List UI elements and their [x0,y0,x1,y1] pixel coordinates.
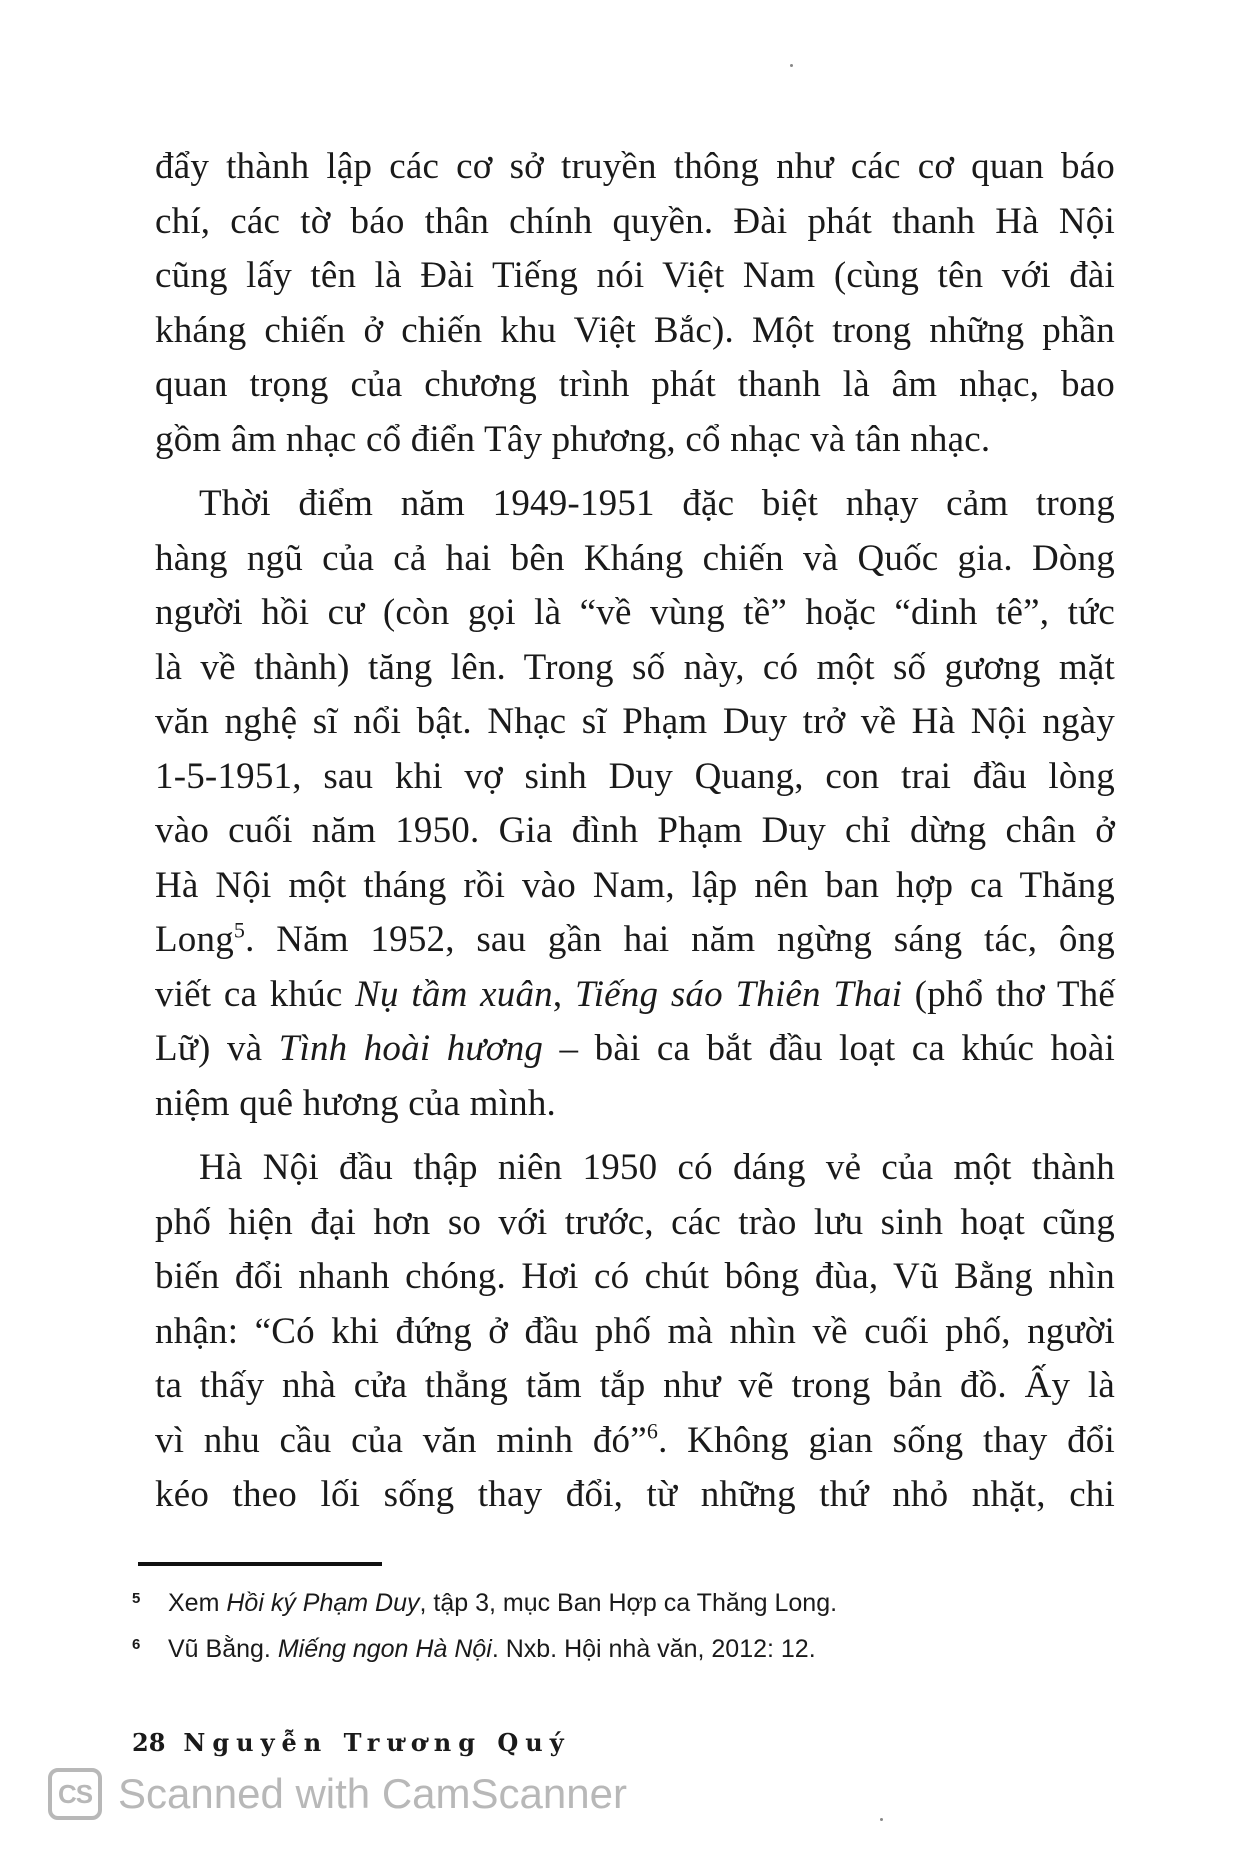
watermark-text: Scanned with CamScanner [118,1770,627,1817]
line-segment: . Không gian sống thay đổi [658,1419,1115,1461]
footnote-ref-6: 6 [646,1418,659,1444]
footnote-5 [132,1578,1132,1624]
text-line [155,913,1115,968]
footnote-ref-5: 5 [233,917,246,943]
song-title: Tình hoài hương [278,1028,544,1069]
text-line: Hà Nội đầu thập niên 1950 có dáng vẻ của một thành [199,1147,1115,1188]
page-footer [132,1728,571,1757]
line-segment: (phổ thơ Thế [902,973,1115,1015]
text-line: chí, các tờ báo thân chính quyền. Đài phát thanh Hà Nội [155,200,1115,242]
text-line: nhận: “Có khi đứng ở đầu phố mà nhìn về cuối phố, người [155,1310,1115,1352]
text-line: biến đổi nhanh chóng. Hơi có chút bông đùa, Vũ Bằng nhìn [155,1256,1115,1297]
text-line: cũng lấy tên là Đài Tiếng nói Việt Nam (cùng tên với đài [155,255,1115,296]
line-segment: , [552,973,575,1015]
text-line: người hồi cư (còn gọi là “về vùng tề” hoặc “dinh tê”, tức [155,592,1115,633]
text-line: kháng chiến ở chiến khu Việt Bắc). Một trong những phần [155,309,1115,351]
camscanner-logo-icon: CS [48,1768,102,1820]
footnote-text: , tập 3, mục Ban Hợp ca Thăng Long. [419,1589,838,1617]
scan-speck [880,1818,883,1821]
footnote-book-title: Hồi ký Phạm Duy [226,1589,420,1617]
text-line: kéo theo lối sống thay đổi, từ những thứ nhỏ nhặt, chi [155,1474,1115,1515]
body-text [155,140,1115,1523]
text-line: đẩy thành lập các cơ sở truyền thông như các cơ quan báo [155,146,1115,187]
text-line: là về thành) tăng lên. Trong số này, có một số gương mặt [155,646,1115,688]
text-line: niệm quê hương của mình. [155,1082,556,1124]
line-segment: Lữ) và [155,1028,279,1069]
song-title: Nụ tầm xuân [355,973,553,1015]
line-segment: – bài ca bắt đầu loạt ca khúc hoài [543,1028,1115,1069]
paragraph-2 [155,477,1115,1131]
text-line: 1-5-1951, sau khi vợ sinh Duy Quang, con trai đầu lòng [155,755,1115,797]
footnotes [132,1578,1132,1670]
text-line: ta thấy nhà cửa thẳng tăm tắp như vẽ trong bản đồ. Ấy là [155,1365,1115,1406]
line-segment: viết ca khúc [155,973,356,1015]
text-line: hàng ngũ của cả hai bên Kháng chiến và Quốc gia. Dòng [155,537,1115,579]
paragraph-1 [155,140,1115,467]
footnote-text: Xem [168,1589,227,1617]
author-name: Nguyễn Trương Quý [183,1728,571,1757]
text-line [155,1414,1115,1469]
footnote-6 [132,1624,1132,1670]
text-line: Thời điểm năm 1949-1951 đặc biệt nhạy cảm trong [199,483,1115,524]
text-line: Hà Nội một tháng rồi vào Nam, lập nên ban hợp ca Thăng [155,864,1115,906]
text-line [155,1022,1115,1077]
text-line: gồm âm nhạc cổ điển Tây phương, cổ nhạc và tân nhạc. [155,418,991,460]
footnote-divider [138,1562,382,1566]
text-line: văn nghệ sĩ nổi bật. Nhạc sĩ Phạm Duy trở về Hà Nội ngày [155,701,1115,742]
text-line: quan trọng của chương trình phát thanh là âm nhạc, bao [155,364,1115,405]
camscanner-watermark [48,1768,627,1820]
text-line: phố hiện đại hơn so với trước, các trào lưu sinh hoạt cũng [155,1201,1115,1243]
song-title: Tiếng sáo Thiên Thai [574,973,903,1015]
scan-speck [790,64,793,67]
footnote-text: Vũ Bằng. [168,1635,278,1663]
line-segment: . Năm 1952, sau gần hai năm ngừng sáng tác, ông [245,919,1115,960]
footnote-number: 6 [132,1636,141,1653]
footnote-text: . Nxb. Hội nhà văn, 2012: 12. [491,1635,816,1663]
footnote-book-title: Miếng ngon Hà Nội [277,1635,492,1663]
line-segment: Long [155,919,234,960]
page-number: 28 [132,1728,166,1757]
text-line: vào cuối năm 1950. Gia đình Phạm Duy chỉ dừng chân ở [155,810,1115,851]
line-segment: vì nhu cầu của văn minh đó” [155,1419,647,1461]
footnote-number: 5 [132,1590,141,1607]
paragraph-3 [155,1141,1115,1523]
text-line [155,968,1115,1023]
